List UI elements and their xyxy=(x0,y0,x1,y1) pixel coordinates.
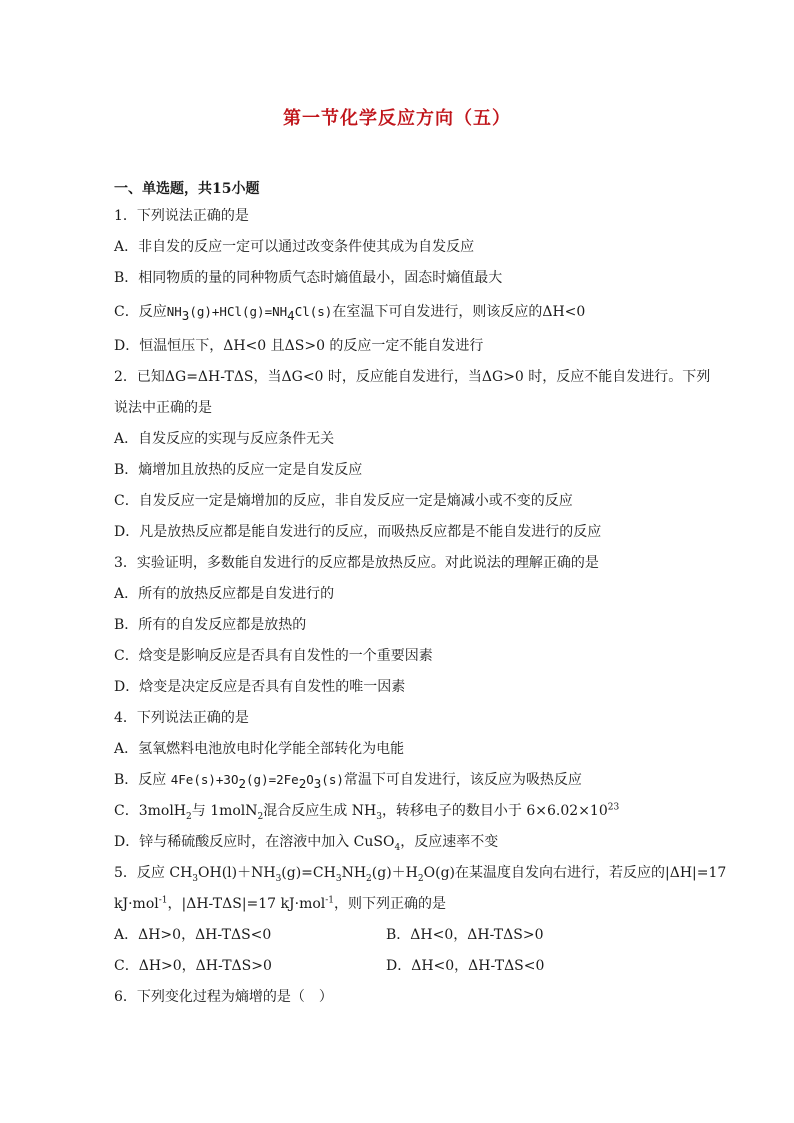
question-1-option-b: B．相同物质的量的同种物质气态时熵值最小，固态时熵值最大 xyxy=(114,270,503,286)
question-1-option-d: D．恒温恒压下，ΔH<0 且ΔS>0 的反应一定不能自发进行 xyxy=(114,338,484,354)
section-heading: 一、单选题，共15小题 xyxy=(114,181,260,197)
question-6-stem: 6．下列变化过程为熵增的是（ ） xyxy=(114,989,333,1005)
question-5-stem-line-1: 5．反应 $CH_3OH(l)+NH_3(g)=CH_3NH_2(g)+H_2O(g)$在某温度自发向右进行，若反应的|ΔH|=17 xyxy=(114,865,727,884)
question-5-option-c: C．ΔH>0，ΔH-TΔS>0 xyxy=(114,958,272,974)
question-list xyxy=(114,206,727,1018)
question-3-option-b: B．所有的自发反应都是放热的 xyxy=(114,617,307,633)
question-5-option-d: D．ΔH<0，ΔH-TΔS<0 xyxy=(386,958,545,974)
question-1-stem: 1．下列说法正确的是 xyxy=(114,208,249,224)
question-3-stem: 3．实验证明，多数能自发进行的反应都是放热反应。对此说法的理解正确的是 xyxy=(114,555,599,571)
question-5-option-a: A．ΔH>0，ΔH-TΔS<0 xyxy=(114,927,272,943)
question-5-options-row-1 xyxy=(114,925,694,956)
question-4-stem: 4．下列说法正确的是 xyxy=(114,710,249,726)
question-4-option-b: B．反应 $4Fe(s)+3O_2(g)=2Fe_2O_3(s)$常温下可自发进行，该反应为吸热反应 xyxy=(114,772,582,791)
question-1-option-c: C．反应$NH_3(g)+HCl(g)=NH_4Cl(s)$在室温下可自发进行，则该反应的ΔH<0 xyxy=(114,304,586,323)
question-3-option-c: C．焓变是影响反应是否具有自发性的一个重要因素 xyxy=(114,648,433,664)
question-4-option-a: A．氢氧燃料电池放电时化学能全部转化为电能 xyxy=(114,741,405,757)
question-5-stem-line-2: kJ·mol$^{-1}$，|ΔH-TΔS|=17 kJ·mol$^{-1}$，则下列正确的是 xyxy=(114,895,447,912)
page-title: 第一节化学反应方向（五） xyxy=(283,108,511,129)
question-2-option-c: C．自发反应一定是熵增加的反应，非自发反应一定是熵减小或不变的反应 xyxy=(114,493,573,509)
question-2-stem-line-2: 说法中正确的是 xyxy=(114,400,212,416)
question-2-stem-line-1: 2．已知ΔG=ΔH-TΔS，当ΔG<0 时，反应能自发进行，当ΔG>0 时，反应不能自发进行。下列 xyxy=(114,369,711,385)
question-2-option-b: B．熵增加且放热的反应一定是自发反应 xyxy=(114,462,363,478)
question-4-option-d: D．锌与稀硫酸反应时，在溶液中加入 CuSO$_4$，反应速率不变 xyxy=(114,834,499,853)
question-1-option-a: A．非自发的反应一定可以通过改变条件使其成为自发反应 xyxy=(114,239,475,255)
question-3-option-a: A．所有的放热反应都是自发进行的 xyxy=(114,586,335,602)
question-2-option-d: D．凡是放热反应都是能自发进行的反应，而吸热反应都是不能自发进行的反应 xyxy=(114,524,602,540)
question-4-option-c: C．3molH$_2$与 1molN$_2$混合反应生成 $NH_3$，转移电子的数目小于 $6\times 6.02\times 10^{23}$ xyxy=(114,802,620,822)
question-2-option-a: A．自发反应的实现与反应条件无关 xyxy=(114,431,335,447)
question-5-options-row-2 xyxy=(114,956,694,987)
question-5-option-b: B．ΔH<0，ΔH-TΔS>0 xyxy=(386,927,544,943)
question-3-option-d: D．焓变是决定反应是否具有自发性的唯一因素 xyxy=(114,679,406,695)
